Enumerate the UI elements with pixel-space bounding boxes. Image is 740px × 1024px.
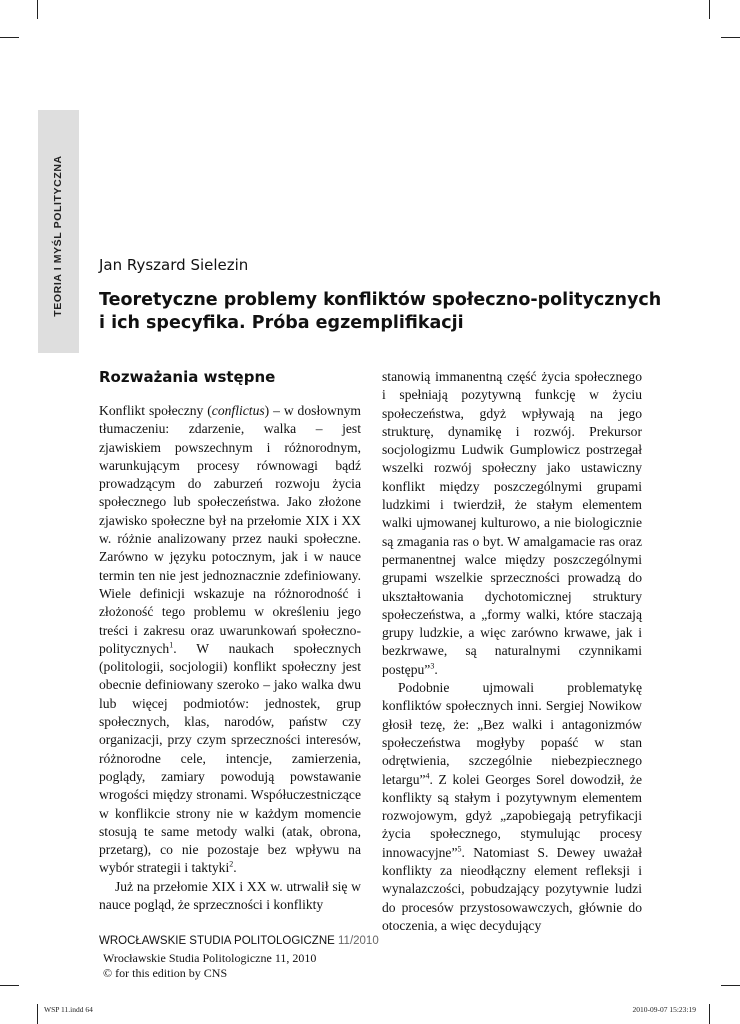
crop-mark (37, 1004, 38, 1024)
text-run: . (233, 860, 237, 876)
crop-mark (709, 1004, 710, 1024)
text-run: . (434, 661, 438, 677)
crop-mark (37, 0, 38, 19)
crop-mark (0, 985, 19, 986)
paragraph: Już na przełomie XIX i XX w. utrwalił się w nauce pogląd, że sprzeczności i konflikty (99, 878, 361, 913)
citation-line: Wrocławskie Studia Politologiczne 11, 2010 (103, 951, 317, 965)
crop-mark (0, 37, 19, 38)
article-title-line: i ich specyfika. Próba egzemplifikacji (99, 313, 464, 333)
crop-mark (721, 985, 740, 986)
paragraph (99, 402, 361, 878)
text-run: Podobnie ujmowali problematykę konfliktów społecznych inni. Sergiej Nowikow głosił tezę, że: „Bez walki i antagonizmów społeczeństwa mogłyby popaść w stan odrętwienia, szczególnie niebezpiecznego letargu” (382, 680, 642, 787)
italic-term: conflictus (211, 403, 265, 418)
paragraph (382, 679, 642, 935)
article-author: Jan Ryszard Sielezin (99, 256, 249, 274)
section-heading: Rozważania wstępne (99, 368, 276, 386)
article-title-line: Teoretyczne problemy konfliktów społeczno-politycznych (99, 290, 662, 310)
text-run: . Z kolei Georges Sorel dowodził, że konflikty są stałym i pozytywnym elementem rozwojowym, gdyż „zapobiegają petryfikacji życia społecznego, stymulując procesy innowacyjne” (382, 771, 642, 860)
section-side-label: TEORIA I MYŚL POLITYCZNA (52, 155, 64, 317)
text-run: stanowią immanentną część życia społecznego i spełniają pozytywną funkcję w życiu społeczeństwa, gdyż wpływają na jego strukturę, dynamikę i rozwój. Prekursor socjologizmu Ludwik Gumplowicz postrzegał wszelki rozwój społeczny jako ustawiczny konflikt między poszczególnymi grupami ludzkimi i twierdził, że stałym elementem walki ujmowanej kulturowo, a nie biologicznie są zmagania ras o byt. W amalgamacie ras oraz permanentnej walce między poszczególnymi grupami wszelkie sprzeczności prowadzą do ukształtowania dychotomicznej struktury społeczeństwa, a „formy walki, które staczają grupy ludzkie, a więc zarówno krwawe, jak i bezkrwawe, są naturalnymi czynnikami postępu” (382, 369, 642, 677)
crop-mark (721, 37, 740, 38)
footnote-ref: 2 (229, 859, 234, 869)
print-slug-timestamp: 2010-09-07 15:23:19 (632, 1005, 696, 1014)
print-slug-file: WSP 11.indd 64 (44, 1005, 93, 1014)
crop-mark (709, 0, 710, 19)
copyright-line: © for this edition by CNS (103, 966, 228, 980)
footnote-ref: 3 (430, 661, 435, 671)
footnote-ref: 1 (169, 640, 174, 650)
article-title (99, 289, 662, 335)
text-run: Konflikt społeczny ( (99, 403, 212, 418)
paragraph (382, 368, 642, 679)
left-column (99, 402, 361, 914)
footnote-ref: 4 (425, 771, 430, 780)
text-run: . Natomiast S. Dewey uważał konflikty za nieodłączny element refleksji i wynalazczości, pobudzający pozytywnie ludzi do procesów przystosowawczych, głównie do otoczenia, a więc decydujący (382, 844, 642, 933)
journal-issue: 11/2010 (338, 935, 379, 947)
right-column (382, 368, 642, 935)
text-run: ) – w dosłownym tłumaczeniu: zdarzenie, walka – jest zjawiskiem powszechnym i różnorodnym, warunkującym procesy równowagi bądź prowadzącym do zaburzeń rozwoju życia społecznego lub społeczeństwa. Jako złożone zjawisko społeczne był na przełomie XIX i XX w. różnie analizowany przez nauki społeczne. Zarówno w języku potocznym, jak i w nauce termin ten nie jest jednoznacznie zdefiniowany. Wiele definicji wskazuje na różnorodność i złożoność tego problemu w określeniu jego treści i zakresu oraz uwarunkowań społeczno-politycznych (99, 403, 361, 656)
text-run: . W naukach społecznych (politologii, socjologii) konflikt społeczny jest obecnie definiowany szeroko – jako walka dwu lub więcej podmiotów: jednostek, grup społecznych, klas, narodów, państw czy organizacji, przy czym sprzeczności interesów, różnorodne cele, intencje, zamierzenia, poglądy, zamiary powodują powstawanie wrogości między stronami. Współuczestniczące w konflikcie strony nie w każdym momencie stosują te same metody walki (atak, obrona, przetarg), co nie pozostaje bez wpływu na wybór strategii i taktyki (99, 640, 361, 876)
footnote-ref: 5 (457, 844, 462, 854)
copyright-block (103, 951, 316, 981)
journal-name: WROCŁAWSKIE STUDIA POLITOLOGICZNE (99, 935, 335, 947)
journal-footer (99, 935, 379, 947)
